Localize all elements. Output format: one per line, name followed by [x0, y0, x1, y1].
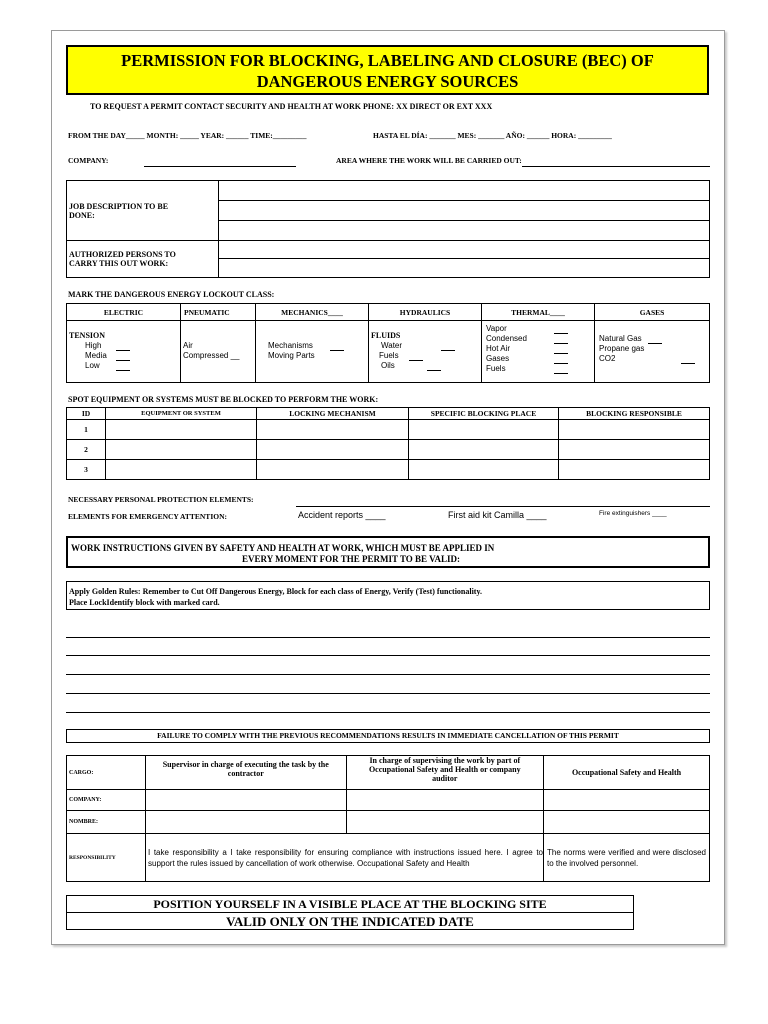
energy-gases-cell: [595, 321, 710, 383]
mechanics-moving-parts: Moving Parts: [268, 351, 315, 360]
label-company: COMPANY:: [67, 790, 146, 811]
hydraulics-fuels: Fuels: [379, 351, 399, 360]
mechanics-check[interactable]: [330, 350, 344, 351]
energy-header-gases: GASES: [595, 304, 710, 321]
spot-id: 2: [67, 440, 106, 460]
hydraulics-water: Water: [381, 341, 403, 350]
failure-note-box: [66, 729, 710, 743]
thermal-vapor: Vapor: [486, 324, 507, 333]
ppe-field[interactable]: [296, 506, 710, 507]
accident-reports: Accident reports ____: [298, 510, 386, 520]
energy-electric-cell: [67, 321, 181, 383]
golden-rules-line-2: Place LockIdentify block with marked card.: [69, 598, 220, 607]
request-note: TO REQUEST A PERMIT CONTACT SECURITY AND HEALTH AT WORK PHONE: XX DIRECT OR EXT XXX: [90, 102, 493, 111]
gases-propane: Propane gas: [599, 344, 645, 353]
spot-place-field[interactable]: [409, 460, 559, 480]
job-table: [66, 180, 710, 278]
instruction-line[interactable]: [66, 655, 710, 656]
company-osh-field[interactable]: [544, 790, 710, 811]
thermal-gases-check[interactable]: [554, 363, 568, 364]
col-auditor: [346, 756, 543, 790]
label-cargo: CARGO:: [67, 756, 146, 790]
spot-header-id: ID: [67, 408, 106, 420]
spot-row: [67, 420, 710, 440]
col-supervisor: [146, 756, 347, 790]
energy-pneumatic-cell: [181, 321, 256, 383]
col-supervisor-text: Supervisor in charge of executing the task by the contractor: [162, 760, 329, 778]
footer-line-1: POSITION YOURSELF IN A VISIBLE PLACE AT THE BLOCKING SITE: [153, 897, 547, 911]
spot-header-mechanism: LOCKING MECHANISM: [257, 408, 409, 420]
energy-header-electric: ELECTRIC: [67, 304, 181, 321]
spot-id: 3: [67, 460, 106, 480]
instruction-line[interactable]: [66, 674, 710, 675]
name-auditor-field[interactable]: [346, 811, 543, 834]
instructions-line-2: EVERY MOMENT FOR THE PERMIT TO BE VALID:: [242, 554, 460, 564]
spot-mechanism-field[interactable]: [257, 460, 409, 480]
failure-note: FAILURE TO COMPLY WITH THE PREVIOUS RECOMMENDATIONS RESULTS IN IMMEDIATE CANCELLATION OF THIS PERMIT: [157, 731, 619, 740]
job-description-line-3[interactable]: [219, 221, 710, 241]
date-until: HASTA EL DÍA: _______ MES: _______ AÑO: ______ HORA: _________: [373, 131, 612, 140]
signature-table: [66, 755, 710, 882]
spot-responsible-field[interactable]: [559, 440, 710, 460]
authorized-label: AUTHORIZED PERSONS TO CARRY THIS OUT WORK:: [69, 250, 176, 268]
fire-extinguishers: Fire extinguishers ____: [599, 510, 667, 517]
spot-id: 1: [67, 420, 106, 440]
ppe-label: NECESSARY PERSONAL PROTECTION ELEMENTS:: [68, 495, 254, 504]
col-osh: Occupational Safety and Health: [544, 756, 710, 790]
thermal-vapor-check[interactable]: [554, 333, 568, 334]
thermal-condensed-check[interactable]: [554, 343, 568, 344]
responsibility-text: I take responsibility a I take responsibility for ensuring compliance with instructions issued here. I agree to support the rules issued by cancellation of work otherwise. Occupational Safety and Health: [148, 847, 543, 868]
electric-media: Media: [85, 351, 107, 360]
footer-box: [66, 895, 634, 930]
spot-header-place: SPECIFIC BLOCKING PLACE: [409, 408, 559, 420]
authorized-line-2[interactable]: [219, 259, 710, 278]
tension-label: TENSION: [69, 331, 106, 340]
company-label: COMPANY:: [68, 156, 109, 165]
responsibility-text-cell: [146, 834, 544, 882]
title-line-2: DANGEROUS ENERGY SOURCES: [256, 72, 519, 91]
gases-natural: Natural Gas: [599, 334, 642, 343]
instruction-line[interactable]: [66, 637, 710, 638]
name-osh-field[interactable]: [544, 811, 710, 834]
spot-label: SPOT EQUIPMENT OR SYSTEMS MUST BE BLOCKED TO PERFORM THE WORK:: [68, 395, 379, 404]
electric-low: Low: [85, 361, 100, 370]
spot-equipment-field[interactable]: [106, 440, 257, 460]
spot-responsible-field[interactable]: [559, 460, 710, 480]
thermal-condensed: Condensed: [486, 334, 527, 343]
energy-header-pneumatic: PNEUMATIC: [181, 304, 256, 321]
hydraulics-oils: Oils: [381, 361, 395, 370]
spot-responsible-field[interactable]: [559, 420, 710, 440]
golden-rules-line-1: Apply Golden Rules: Remember to Cut Off Dangerous Energy, Block for each class of Energy, Verify (Test) functionality.: [69, 587, 483, 596]
footer-line-2: VALID ONLY ON THE INDICATED DATE: [226, 914, 474, 929]
electric-media-check[interactable]: [116, 360, 130, 361]
spot-equipment-field[interactable]: [106, 420, 257, 440]
company-field[interactable]: [144, 166, 296, 167]
spot-header-equipment: EQUIPMENT OR SYSTEM: [106, 408, 257, 420]
spot-row: [67, 460, 710, 480]
area-label: AREA WHERE THE WORK WILL BE CARRIED OUT:: [336, 156, 522, 165]
energy-class-label: MARK THE DANGEROUS ENERGY LOCKOUT CLASS:: [68, 290, 275, 299]
gases-co2-check[interactable]: [681, 363, 695, 364]
spot-equipment-field[interactable]: [106, 460, 257, 480]
instructions-box: [66, 536, 710, 568]
job-description-label: JOB DESCRIPTION TO BE DONE:: [69, 201, 169, 220]
energy-header-hydraulics: HYDRAULICS: [369, 304, 482, 321]
spot-mechanism-field[interactable]: [257, 440, 409, 460]
responsibility-osh-cell: [544, 834, 710, 882]
thermal-fuels-check[interactable]: [554, 373, 568, 374]
hydraulics-fuels-check[interactable]: [409, 360, 423, 361]
col-auditor-text: In charge of supervising the work by part of Occupational Safety and Health or company auditor: [368, 756, 521, 783]
thermal-gases: Gases: [486, 354, 510, 363]
pneumatic-air: Air: [183, 341, 193, 350]
spot-table: [66, 407, 710, 480]
title-line-1: PERMISSION FOR BLOCKING, LABELING AND CLOSURE (BEC) OF: [121, 51, 654, 70]
first-aid-kit: First aid kit Camilla ____: [448, 510, 547, 520]
spot-header-responsible: BLOCKING RESPONSIBLE: [559, 408, 710, 420]
energy-header-mechanics: MECHANICS____: [256, 304, 369, 321]
company-supervisor-field[interactable]: [146, 790, 347, 811]
electric-high: High: [85, 341, 102, 350]
energy-hydraulics-cell: [369, 321, 482, 383]
instructions-line-1: WORK INSTRUCTIONS GIVEN BY SAFETY AND HEALTH AT WORK, WHICH MUST BE APPLIED IN: [71, 543, 495, 553]
emergency-label: ELEMENTS FOR EMERGENCY ATTENTION:: [68, 512, 227, 521]
thermal-fuels: Fuels: [486, 364, 506, 373]
energy-header-thermal: THERMAL____: [482, 304, 595, 321]
electric-low-check[interactable]: [116, 370, 130, 371]
energy-mechanics-cell: [256, 321, 369, 383]
spot-row: [67, 440, 710, 460]
area-field[interactable]: [522, 166, 710, 167]
thermal-hot-air: Hot Air: [486, 344, 511, 353]
instruction-line[interactable]: [66, 693, 710, 694]
job-description-line-2[interactable]: [219, 201, 710, 221]
label-nombre: NOMBRE:: [67, 811, 146, 834]
job-description-line-1[interactable]: [219, 181, 710, 201]
golden-rules-box: [66, 581, 710, 610]
label-responsibility: RESPONSIBILITY: [67, 834, 146, 882]
spot-mechanism-field[interactable]: [257, 420, 409, 440]
authorized-line-1[interactable]: [219, 241, 710, 259]
energy-table: [66, 303, 710, 383]
pneumatic-compressed: Compressed __: [183, 351, 240, 360]
responsibility-osh-text: The norms were verified and were disclosed to the involved personnel.: [547, 847, 706, 868]
electric-high-check[interactable]: [116, 350, 130, 351]
hydraulics-oils-check[interactable]: [427, 370, 441, 371]
gases-co2: CO2: [599, 354, 616, 363]
gases-natural-check[interactable]: [648, 343, 662, 344]
hydraulics-water-check[interactable]: [441, 350, 455, 351]
date-from: FROM THE DAY_____ MONTH: _____ YEAR: ______ TIME:_________: [68, 131, 307, 140]
instruction-line[interactable]: [66, 712, 710, 713]
fluids-label: FLUIDS: [371, 331, 401, 340]
spot-place-field[interactable]: [409, 440, 559, 460]
spot-place-field[interactable]: [409, 420, 559, 440]
energy-thermal-cell: [482, 321, 595, 383]
form-title: [66, 45, 709, 95]
mechanics-mechanisms: Mechanisms: [268, 341, 313, 350]
thermal-hot-air-check[interactable]: [554, 353, 568, 354]
name-supervisor-field[interactable]: [146, 811, 347, 834]
company-auditor-field[interactable]: [346, 790, 543, 811]
